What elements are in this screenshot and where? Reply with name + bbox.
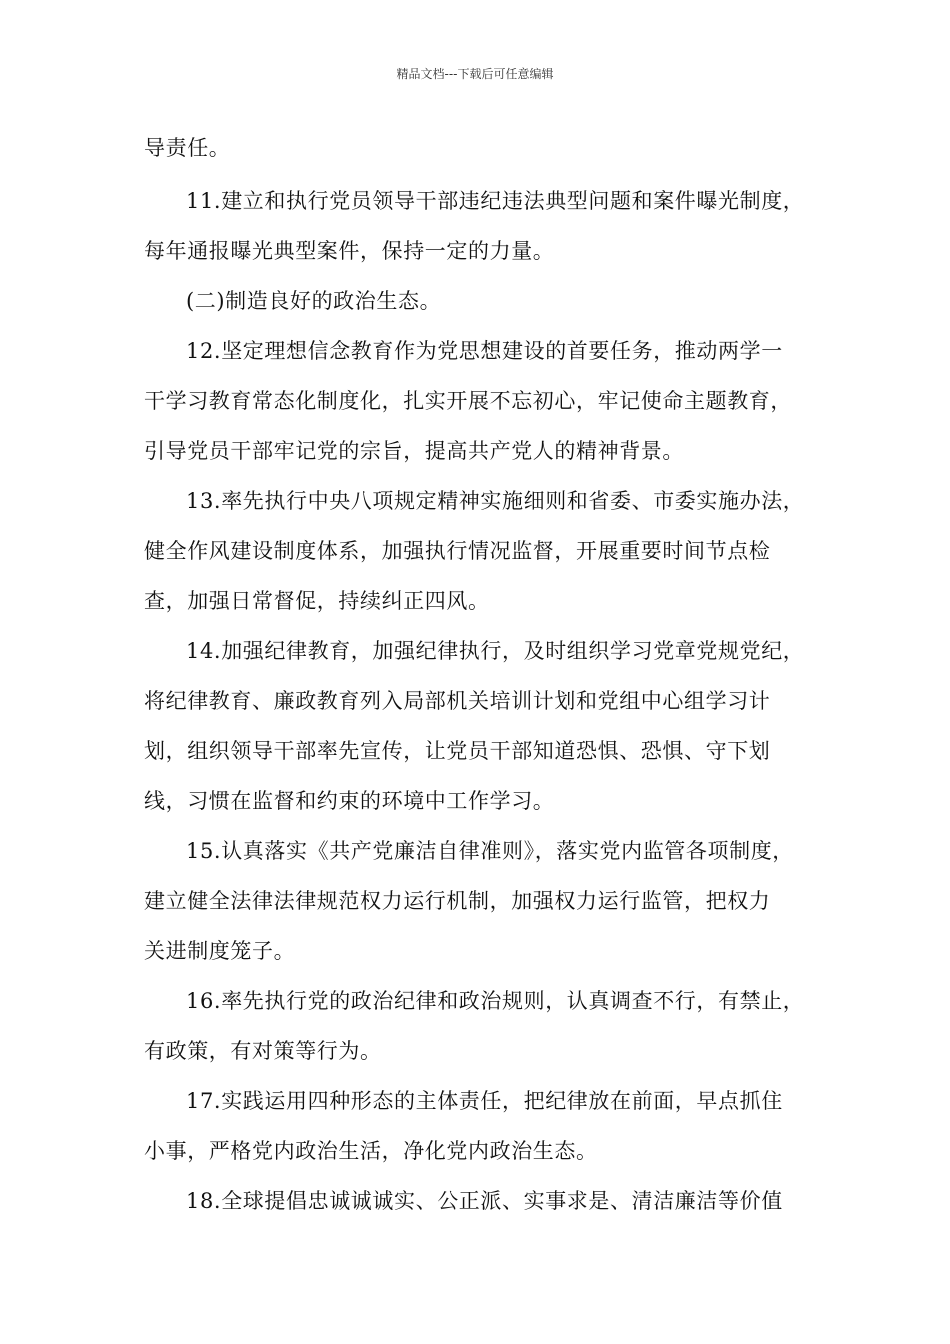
paragraph-14-line-1: 14.加强纪律教育，加强纪律执行，及时组织学习党章党规党纪， bbox=[186, 639, 805, 663]
text-line: 划，组织领导干部率先宣传，让党员干部知道恐惧、恐惧、守下划 bbox=[144, 739, 771, 763]
paragraph-18-line-1: 18.全球提倡忠诚诚诚实、公正派、实事求是、清洁廉洁等价值 bbox=[186, 1189, 783, 1213]
page-header: 精品文档---下载后可任意编辑 bbox=[396, 67, 554, 81]
section-heading: (二)制造良好的政治生态。 bbox=[186, 289, 442, 313]
text-line: 有政策，有对策等行为。 bbox=[144, 1039, 382, 1063]
paragraph-13-line-1: 13.率先执行中央八项规定精神实施细则和省委、市委实施办法， bbox=[186, 489, 805, 513]
paragraph-12-line-1: 12.坚定理想信念教育作为党思想建设的首要任务，推动两学一 bbox=[186, 339, 783, 363]
text-line: 小事，严格党内政治生活，净化党内政治生态。 bbox=[144, 1139, 598, 1163]
paragraph-15-line-1: 15.认真落实《共产党廉洁自律准则》，落实党内监管各项制度， bbox=[186, 839, 794, 863]
text-line: 将纪律教育、廉政教育列入局部机关培训计划和党组中心组学习计 bbox=[144, 689, 771, 713]
paragraph-11-line-1: 11.建立和执行党员领导干部违纪违法典型问题和案件曝光制度， bbox=[186, 189, 805, 213]
text-line: 导责任。 bbox=[144, 136, 231, 160]
text-line: 引导党员干部牢记党的宗旨，提高共产党人的精神背景。 bbox=[144, 439, 684, 463]
text-line: 健全作风建设制度体系，加强执行情况监督，开展重要时间节点检 bbox=[144, 539, 771, 563]
paragraph-17-line-1: 17.实践运用四种形态的主体责任，把纪律放在前面，早点抓住 bbox=[186, 1089, 783, 1113]
text-line: 干学习教育常态化制度化，扎实开展不忘初心，牢记使命主题教育， bbox=[144, 389, 792, 413]
text-line: 建立健全法律法律规范权力运行机制，加强权力运行监管，把权力 bbox=[144, 889, 771, 913]
paragraph-16-line-1: 16.率先执行党的政治纪律和政治规则，认真调查不行，有禁止， bbox=[186, 989, 805, 1013]
text-line: 关进制度笼子。 bbox=[144, 939, 296, 963]
text-line: 线，习惯在监督和约束的环境中工作学习。 bbox=[144, 789, 555, 813]
text-line: 查，加强日常督促，持续纠正四风。 bbox=[144, 589, 490, 613]
text-line: 每年通报曝光典型案件，保持一定的力量。 bbox=[144, 239, 555, 263]
